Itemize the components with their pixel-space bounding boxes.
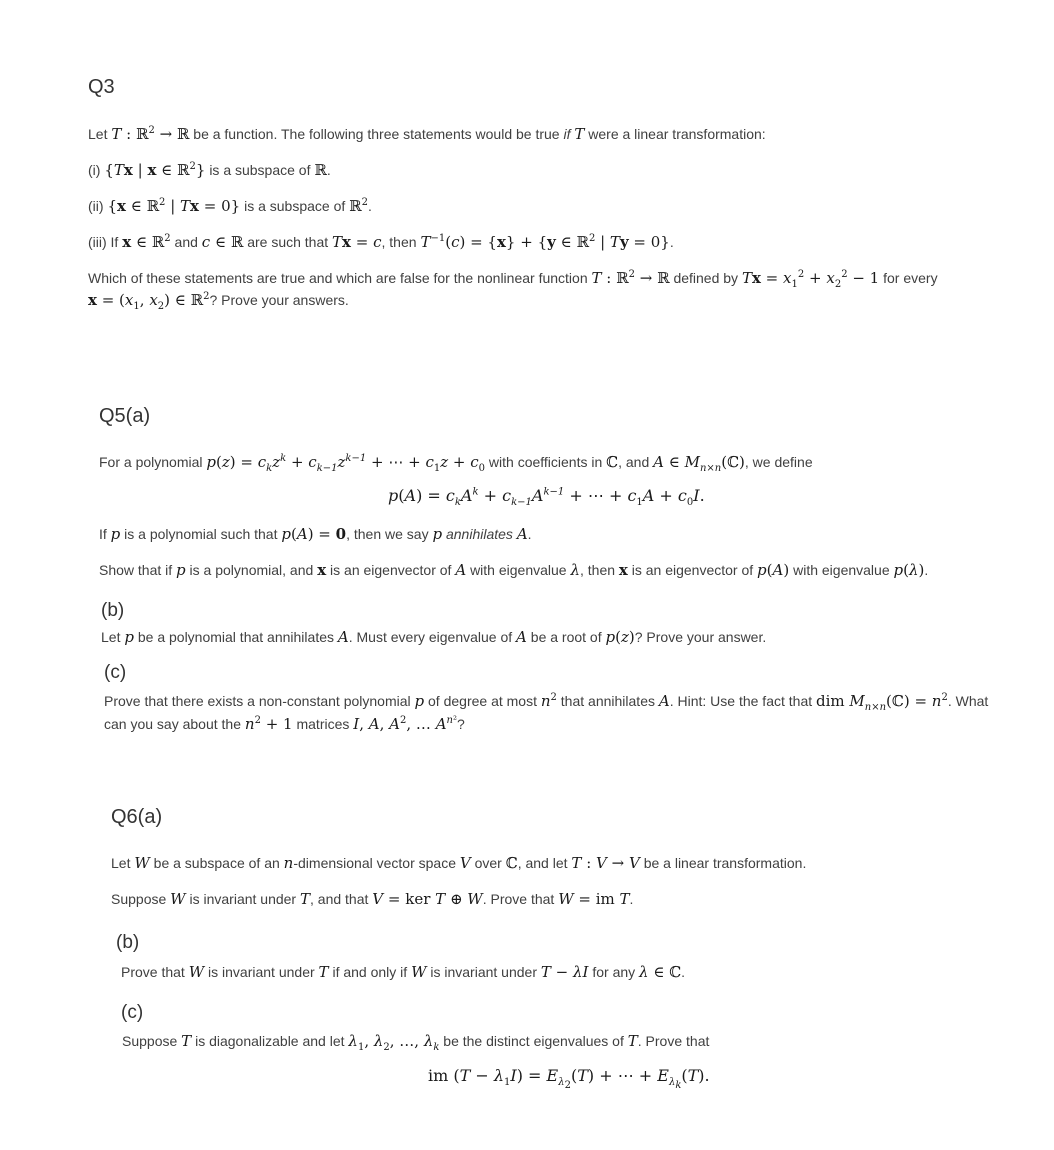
q5a-intro: For a polynomial $p(z) = c_kz^k + c_{k-1}z^{k-1}$ + ⋯ + $c_1z + c_0$ with coefficients in ℂ, and A ∈ $M_{n\times n}(ℂ)$, we define [99, 453, 813, 474]
q6b-text: Prove that W is invariant under T if and only if W is invariant under T − λI for any λ ∈ ℂ. [121, 963, 686, 981]
q3-statement-2: (ii) {x ∈ ℝ$^2$ | Tx = 0} is a subspace of ℝ$^2$. [88, 197, 372, 215]
q6c-title: (c) [121, 1002, 144, 1023]
q5a-definition-formula: $p(A) = c_kA^k + c_{k-1}A^{k-1}$ + ⋯ + $c_1A + c_0I$. [388, 486, 705, 509]
q6c-text: Suppose T is diagonalizable and let $\lambda_1$, $\lambda_2$, …, $\lambda_k$ be the distinct eigenvalues of T. Prove that [122, 1032, 710, 1053]
q6a-title: Q6(a) [111, 806, 163, 828]
q5c-text: Prove that there exists a non-constant polynomial p of degree at most $n^2$ that annihilates A. Hint: Use the fact that dim $M_{n\times n}(ℂ) = n^2$. What [104, 692, 989, 713]
q5c-text-cont: can you say about the $n^2 + 1$ matrices I, A, $A^2$, … $A^{n^2}$? [104, 715, 465, 733]
q5a-show: Show that if p is a polynomial, and x is an eigenvector of A with eigenvalue λ, then x is an eigenvector of p(A) with eigenvalue p(λ). [99, 561, 929, 579]
q3-intro: Let T : ℝ$^2$ → ℝ be a function. The following three statements would be true if T were a linear transformation: [88, 125, 766, 143]
q5a-title: Q5(a) [99, 405, 151, 427]
q3-title: Q3 [88, 76, 115, 98]
q5a-annihilates: If p is a polynomial such that p(A) = 0, then we say p annihilates A. [99, 525, 532, 543]
q6a-claim: Suppose W is invariant under T, and that V = ker T ⊕ W. Prove that W = im T. [111, 890, 634, 908]
q3-statement-1: (i) {Tx | x ∈ ℝ$^2$} is a subspace of ℝ. [88, 161, 331, 179]
q5b-title: (b) [101, 600, 125, 621]
q5b-text: Let p be a polynomial that annihilates A. Must every eigenvalue of A be a root of p(z)? Prove your answer. [101, 628, 767, 646]
q6b-title: (b) [116, 932, 140, 953]
q3-question: Which of these statements are true and which are false for the nonlinear function T : ℝ$^2$ → ℝ defined by $Tx = x_1^2 + x_2^2 - 1$ for every [88, 269, 938, 290]
q3-question-cont: $x = (x_1$, $x_2$) ∈ ℝ$^2$? Prove your answers. [88, 291, 349, 312]
q6a-setup: Let W be a subspace of an n-dimensional vector space V over ℂ, and let T : V → V be a linear transformation. [111, 854, 807, 872]
q5c-title: (c) [104, 662, 127, 683]
q3-statement-3: (iii) If x ∈ ℝ$^2$ and c ∈ ℝ are such that Tx = c, then $T^{-1}(c) = \{x\} + \{y$ ∈ ℝ$^2$ | Ty = 0}. [88, 233, 674, 251]
q6c-formula: im $(T - \lambda_1I) = E_{\lambda_2}(T)$ + ⋯ + $E_{\lambda_k}(T)$. [428, 1066, 710, 1092]
